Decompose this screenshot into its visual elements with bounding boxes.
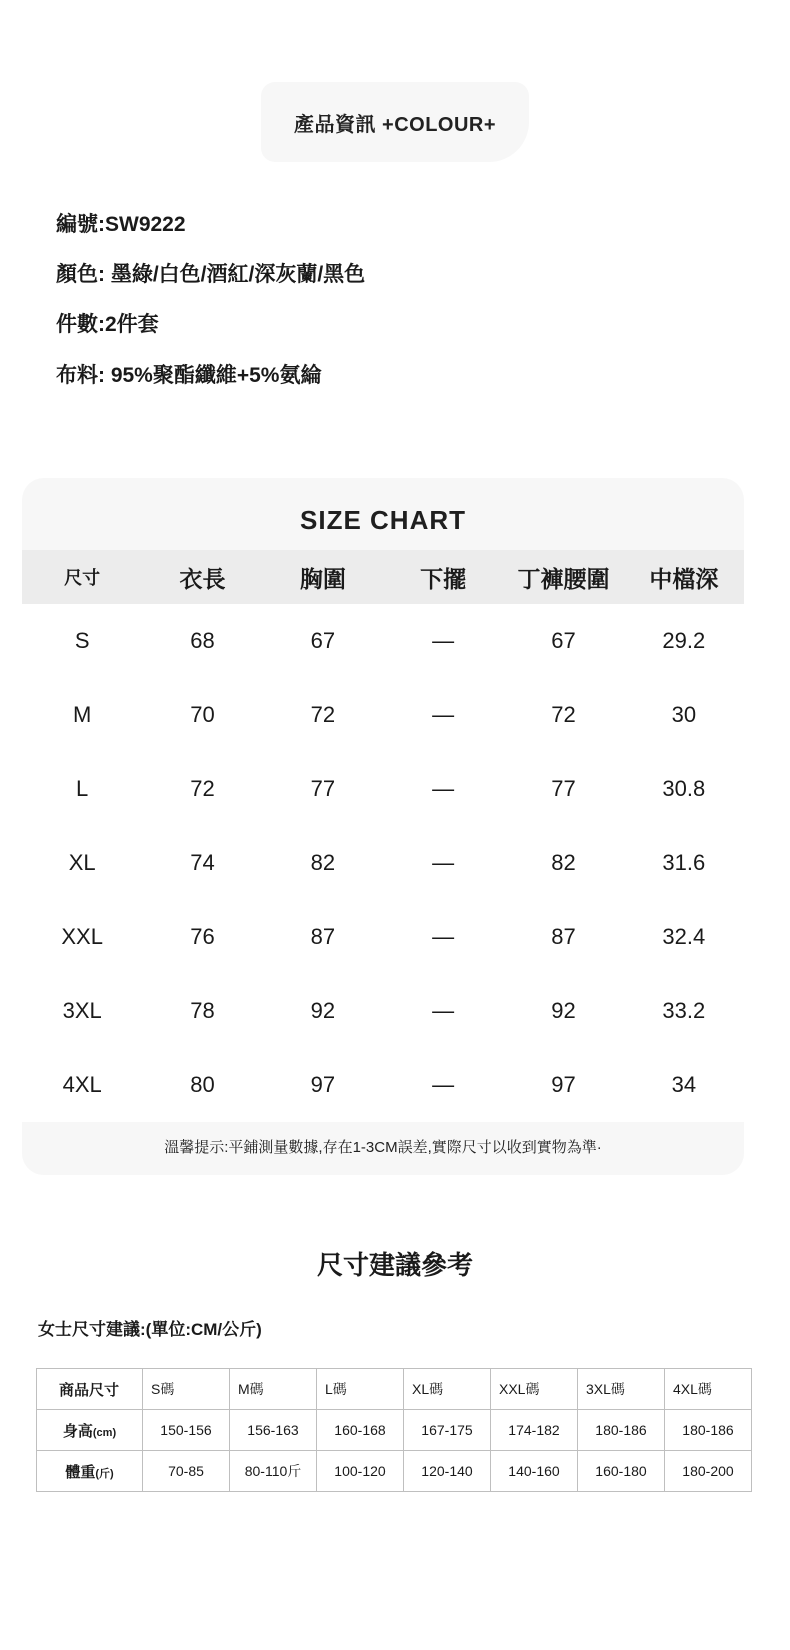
size-chart-cell: XXL <box>22 900 142 974</box>
product-info-line-fabric: 布料: 95%聚酯纖維+5%氨綸 <box>56 363 322 387</box>
recommendation-header-cell: S碼 <box>143 1369 230 1410</box>
recommendation-row-label <box>37 1410 143 1451</box>
recommendation-cell: 160-168 <box>317 1410 404 1451</box>
size-chart-cell: 87 <box>503 900 623 974</box>
size-chart-header-cell: 丁褲腰圍 <box>517 565 610 592</box>
header-pill-label: 產品資訊 +COLOUR+ <box>293 113 497 136</box>
size-chart-cell: 80 <box>142 1048 262 1122</box>
size-chart-card <box>22 478 744 1175</box>
size-chart-cell: XL <box>22 826 142 900</box>
size-chart-cell: 33.2 <box>624 974 744 1048</box>
size-chart-cell: 77 <box>263 752 383 826</box>
recommendation-cell: 156-163 <box>230 1410 317 1451</box>
table-row <box>22 974 744 1048</box>
table-row <box>22 752 744 826</box>
size-chart-cell: M <box>22 678 142 752</box>
table-row <box>22 1048 744 1122</box>
table-row <box>37 1410 752 1451</box>
recommendation-header-cell: 商品尺寸 <box>37 1369 143 1410</box>
size-chart-cell: 76 <box>142 900 262 974</box>
recommendation-table <box>36 1368 752 1492</box>
size-chart-note: 溫馨提示:平鋪測量數據,存在1-3CM誤差,實際尺寸以收到實物為準· <box>22 1122 744 1175</box>
recommendation-header-cell: 4XL碼 <box>665 1369 752 1410</box>
size-chart-cell: 4XL <box>22 1048 142 1122</box>
size-chart-cell: 77 <box>503 752 623 826</box>
recommendation-cell: 100-120 <box>317 1451 404 1492</box>
size-chart-cell: S <box>22 604 142 678</box>
recommendation-cell: 120-140 <box>404 1451 491 1492</box>
size-chart-cell: — <box>383 678 503 752</box>
size-chart-cell: — <box>383 900 503 974</box>
recommendation-row-label <box>37 1451 143 1492</box>
recommendation-cell: 180-186 <box>665 1410 752 1451</box>
recommendation-cell: 160-180 <box>578 1451 665 1492</box>
size-chart-cell: 92 <box>503 974 623 1048</box>
table-row <box>37 1451 752 1492</box>
recommendation-row-label-text: 身高 <box>62 1422 93 1440</box>
size-chart-cell: 72 <box>263 678 383 752</box>
recommendation-header-cell: L碼 <box>317 1369 404 1410</box>
recommendation-header-cell: 3XL碼 <box>578 1369 665 1410</box>
size-chart-cell: — <box>383 604 503 678</box>
size-chart-cell: 72 <box>142 752 262 826</box>
size-chart-cell: 34 <box>624 1048 744 1122</box>
size-chart-cell: 82 <box>503 826 623 900</box>
recommendation-header-row <box>37 1369 752 1410</box>
recommendation-table-wrap <box>36 1368 752 1492</box>
recommendation-header-cell: M碼 <box>230 1369 317 1410</box>
size-chart-cell: 30 <box>624 678 744 752</box>
table-row <box>22 604 744 678</box>
recommendation-row-label-text: 體重 <box>65 1463 96 1481</box>
recommendation-row-label-unit: (cm) <box>92 1426 117 1439</box>
table-row <box>22 678 744 752</box>
recommendation-title: 尺寸建議參考 <box>316 1250 473 1280</box>
product-info-block <box>56 212 736 413</box>
size-chart-title: SIZE CHART <box>300 505 466 535</box>
size-chart-cell: 67 <box>503 604 623 678</box>
recommendation-cell: 80-110斤 <box>230 1451 317 1492</box>
product-info-line-pieces: 件數:2件套 <box>56 313 159 337</box>
table-row <box>22 826 744 900</box>
size-chart-cell: 74 <box>142 826 262 900</box>
size-chart-cell: 92 <box>263 974 383 1048</box>
size-chart-header-cell: 胸圍 <box>299 565 346 592</box>
size-chart-cell: — <box>383 974 503 1048</box>
size-chart-header-cell: 衣長 <box>179 565 226 592</box>
size-chart-header-cell: 尺寸 <box>64 568 101 588</box>
size-chart-header-cell: 下擺 <box>420 565 467 592</box>
recommendation-cell: 70-85 <box>143 1451 230 1492</box>
size-chart-cell: 68 <box>142 604 262 678</box>
recommendation-cell: 174-182 <box>491 1410 578 1451</box>
recommendation-subtitle: 女士尺寸建議:(單位:CM/公斤) <box>38 1320 262 1339</box>
recommendation-cell: 180-186 <box>578 1410 665 1451</box>
recommendation-cell: 167-175 <box>404 1410 491 1451</box>
size-chart-cell: 29.2 <box>624 604 744 678</box>
size-chart-cell: 72 <box>503 678 623 752</box>
size-chart-cell: 30.8 <box>624 752 744 826</box>
header-banner <box>0 82 790 162</box>
table-row <box>22 900 744 974</box>
header-pill <box>261 82 529 162</box>
size-chart-header-cell: 中檔深 <box>649 565 719 592</box>
recommendation-row-label-unit: (斤) <box>95 1467 114 1480</box>
size-chart-cell: 3XL <box>22 974 142 1048</box>
size-chart-cell: 87 <box>263 900 383 974</box>
product-info-line-color: 顏色: 墨綠/白色/酒紅/深灰蘭/黑色 <box>56 263 366 287</box>
size-chart-cell: — <box>383 1048 503 1122</box>
size-chart-cell: 97 <box>503 1048 623 1122</box>
recommendation-header-cell: XXL碼 <box>491 1369 578 1410</box>
size-chart-cell: — <box>383 826 503 900</box>
size-chart-cell: 78 <box>142 974 262 1048</box>
size-chart-cell: 70 <box>142 678 262 752</box>
size-chart-cell: — <box>383 752 503 826</box>
recommendation-cell: 150-156 <box>143 1410 230 1451</box>
size-chart-cell: 67 <box>263 604 383 678</box>
size-chart-cell: 97 <box>263 1048 383 1122</box>
product-info-line-code: 編號:SW9222 <box>56 213 186 236</box>
size-chart-cell: 82 <box>263 826 383 900</box>
size-chart-header-row <box>22 550 744 604</box>
size-chart-cell: L <box>22 752 142 826</box>
size-chart-table <box>22 550 744 1122</box>
recommendation-header-cell: XL碼 <box>404 1369 491 1410</box>
size-chart-cell: 32.4 <box>624 900 744 974</box>
recommendation-cell: 140-160 <box>491 1451 578 1492</box>
recommendation-cell: 180-200 <box>665 1451 752 1492</box>
size-chart-cell: 31.6 <box>624 826 744 900</box>
